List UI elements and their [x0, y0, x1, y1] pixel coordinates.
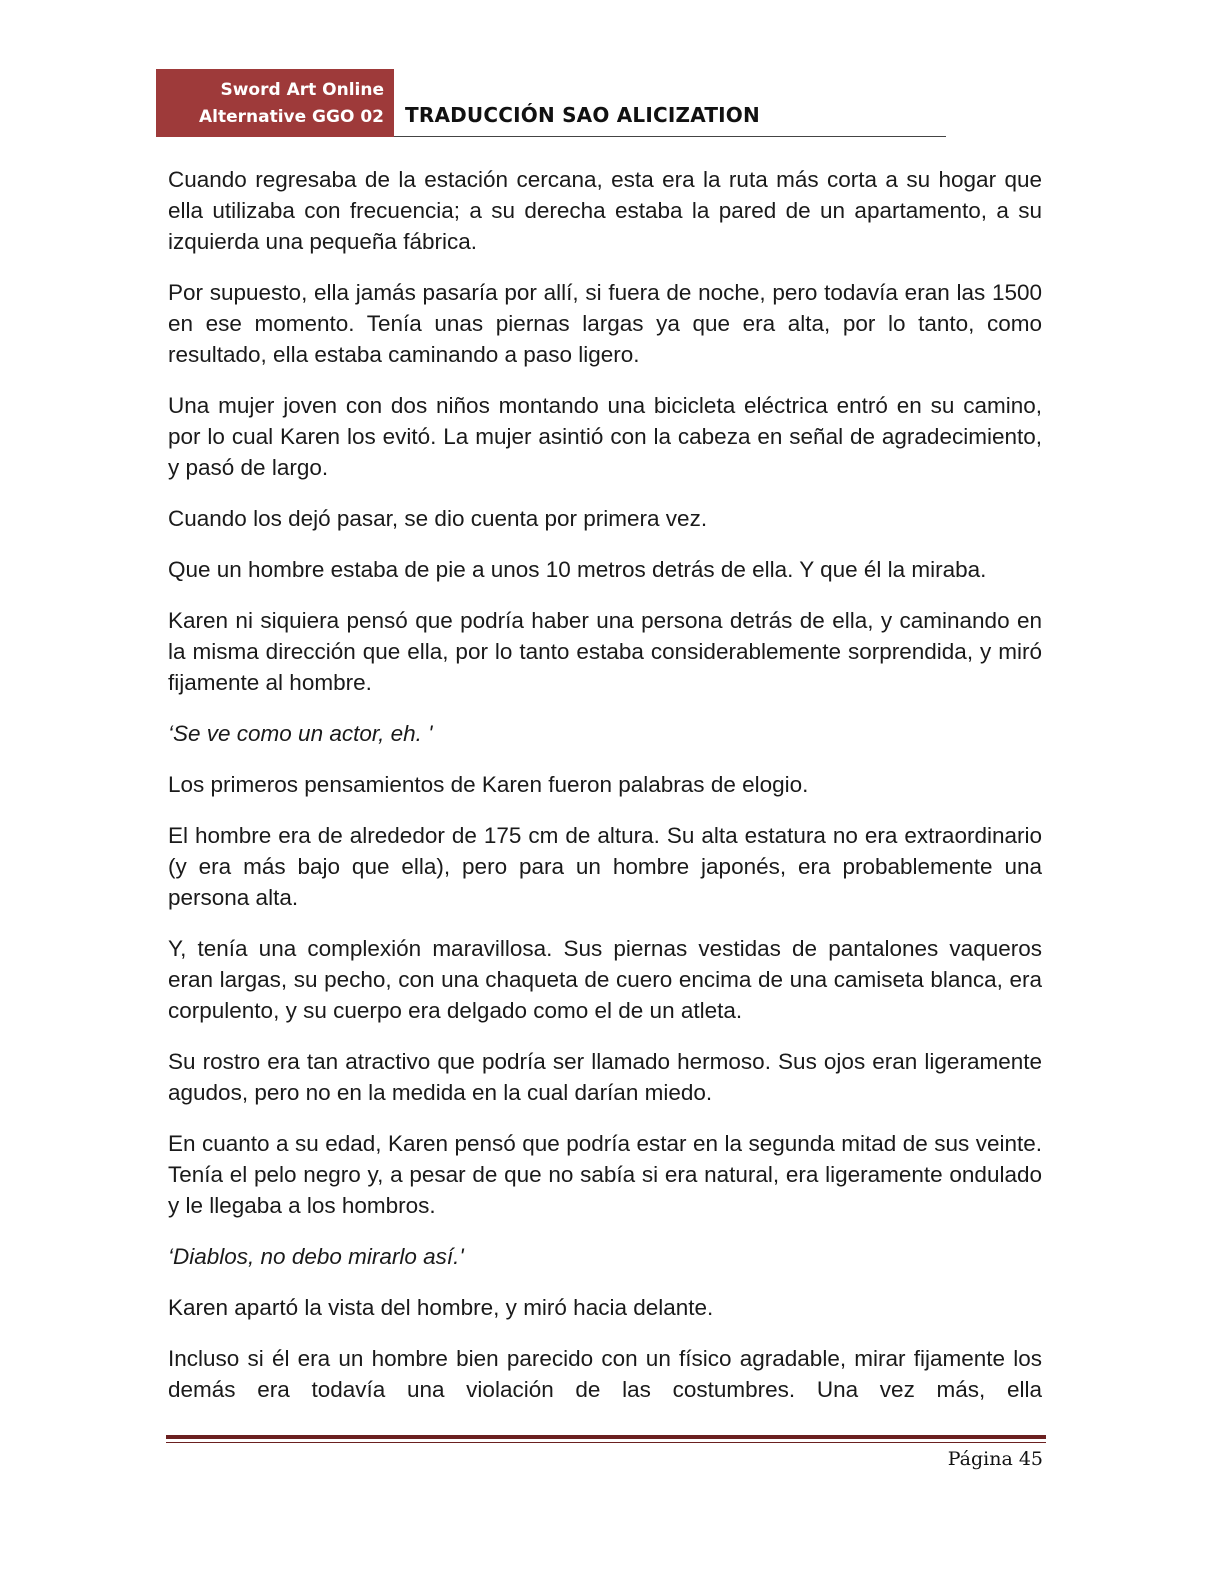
- paragraph: Cuando regresaba de la estación cercana, esta era la ruta más corta a su hogar que ella utilizaba con frecuencia; a su derecha estaba la pared de un apartamento, a su izquierda una pequeña fábrica.: [168, 167, 1042, 254]
- paragraph: Por supuesto, ella jamás pasaría por allí, si fuera de noche, pero todavía eran las 1500 en ese momento. Tenía unas piernas largas ya que era alta, por lo tanto, como resultado, ella estaba caminando a paso ligero.: [168, 280, 1042, 367]
- thought-quote: ‘Diablos, no debo mirarlo así.': [168, 1244, 464, 1269]
- paragraph: Y, tenía una complexión maravillosa. Sus piernas vestidas de pantalones vaqueros eran largas, su pecho, con una chaqueta de cuero encima de una camiseta blanca, era corpulento, y su cuerpo era delgado como el de un atleta.: [168, 936, 1042, 1023]
- paragraph: Su rostro era tan atractivo que podría ser llamado hermoso. Sus ojos eran ligeramente agudos, pero no en la medida en la cual darían miedo.: [168, 1049, 1042, 1105]
- page-number: Página 45: [947, 1448, 1043, 1470]
- paragraph: Cuando los dejó pasar, se dio cuenta por primera vez.: [168, 506, 708, 531]
- footer-divider-thick: [166, 1435, 1046, 1439]
- header-title: TRADUCCIÓN SAO ALICIZATION: [405, 103, 760, 127]
- paragraph: Karen apartó la vista del hombre, y miró hacia delante.: [168, 1295, 714, 1320]
- header-series-box: [156, 69, 394, 137]
- page-header: [156, 69, 946, 137]
- page-body: [168, 164, 1042, 1425]
- paragraph: Una mujer joven con dos niños montando una bicicleta eléctrica entró en su camino, por lo cual Karen los evitó. La mujer asintió con la cabeza en señal de agradecimiento, y pasó de largo.: [168, 393, 1042, 480]
- paragraph: Los primeros pensamientos de Karen fueron palabras de elogio.: [168, 772, 809, 797]
- header-series-line2: Alternative GGO 02: [198, 107, 384, 127]
- footer-divider-thin: [166, 1442, 1046, 1443]
- header-series-line1: Sword Art Online: [220, 80, 384, 100]
- paragraph: Incluso si él era un hombre bien parecido con un físico agradable, mirar fijamente los demás era todavía una violación de las costumbres. Una vez más, ella: [168, 1346, 1042, 1402]
- paragraph: Karen ni siquiera pensó que podría haber una persona detrás de ella, y caminando en la misma dirección que ella, por lo tanto estaba considerablemente sorprendida, y miró fijamente al hombre.: [168, 608, 1042, 695]
- paragraph: Que un hombre estaba de pie a unos 10 metros detrás de ella. Y que él la miraba.: [168, 557, 987, 582]
- paragraph: En cuanto a su edad, Karen pensó que podría estar en la segunda mitad de sus veinte. Tenía el pelo negro y, a pesar de que no sabía si era natural, era ligeramente ondulado y le llegaba a los hombros.: [168, 1131, 1042, 1218]
- paragraph: El hombre era de alrededor de 175 cm de altura. Su alta estatura no era extraordinario (y era más bajo que ella), pero para un hombre japonés, era probablemente una persona alta.: [168, 823, 1042, 910]
- thought-quote: ‘Se ve como un actor, eh. ': [168, 721, 433, 746]
- header-divider: [394, 136, 946, 137]
